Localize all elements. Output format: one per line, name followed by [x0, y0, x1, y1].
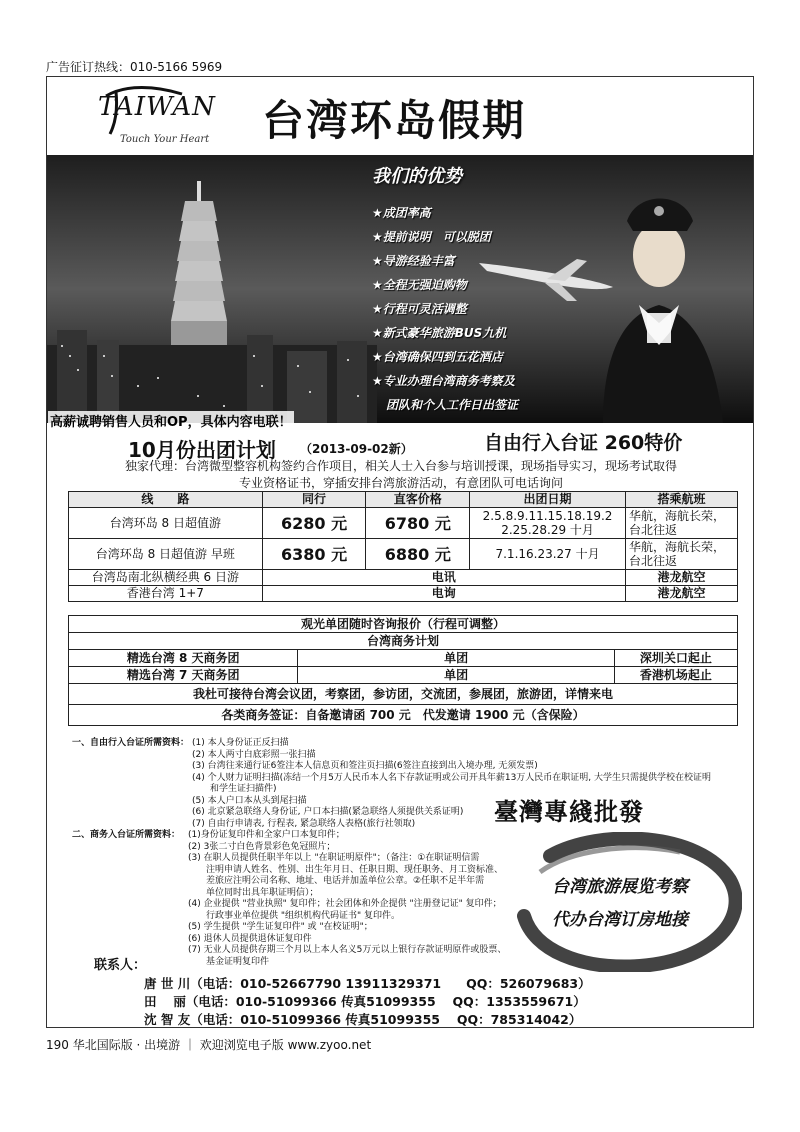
requirement-item: 注明申请人姓名、性别、出生年月日、任职日期、现任职务、月工资标准、 — [188, 864, 504, 875]
advantage-item: ★成团率高 — [372, 206, 431, 220]
ink-brush-circle-icon — [510, 832, 742, 972]
peer-price: 6280 元 — [262, 508, 366, 539]
free-visa-requirements — [72, 738, 752, 830]
requirement-item: (3) 台湾往来通行证6签注本人信息页和签注页扫描(6签注直接到出入境办理, 无须发票) — [192, 761, 538, 771]
visa-offer: 自由行入台证 260特价 — [484, 432, 683, 454]
requirement-item: (5) 本人户口本从头到尾扫描 — [192, 795, 307, 806]
requirement-item: 基金证明复印件 — [188, 956, 270, 967]
agency-note-line: 专业资格证书，穿插安排台湾旅游活动，有意团队可电话询问 — [238, 476, 563, 490]
requirement-item: (1)身份证复印件和全家户口本复印件； — [188, 830, 345, 840]
contacts-label: 联系人： — [94, 958, 147, 973]
hotline: 广告征订热线：010-5166 5969 — [46, 60, 223, 74]
wholesale-title: 臺灣專綫批發 — [494, 797, 644, 826]
groups-note: 我杜可接待台湾会议团，考察团，参访团，交流团，参展团，旅游团，详情来电 — [69, 684, 738, 705]
peer-price: 6380 元 — [262, 539, 366, 570]
requirement-item: (7) 无业人员提供存期三个月以上本人名义5万元以上银行存款证明原件或股票、 — [188, 945, 507, 955]
contact-line: 沈 智 友（电话：010-51099366 传真51099355 QQ：785314042） — [144, 1012, 582, 1027]
requirement-item: (7) 自由行申请表, 行程表, 紧急联络人表格(旅行社领取) — [192, 818, 416, 829]
requirement-item: 行政事业单位提供 "组织机构代码证书" 复印件。 — [188, 910, 401, 921]
requirement-item: (6) 退休人员提供退休证复印件 — [188, 933, 312, 944]
advantage-item: ★提前说明 可以脱团 — [372, 230, 491, 244]
table-row — [69, 508, 738, 539]
requirement-item: (4) 个人财力证明扫描(冻结一个月5万人民币本人名下存款证明或公司开具年薪13万人民币在职证明, 大学生只需提供学校在校证明 — [192, 772, 712, 783]
retail-price: 6880 元 — [366, 539, 470, 570]
table-row — [69, 570, 738, 586]
business-tour-name: 精选台湾 7 天商务团 — [69, 667, 298, 684]
agency-note-line: 独家代理：台湾微型整容机构签约合作项目，相关人士入台参与培训授课，现场指导实习，现场考试取得 — [124, 459, 677, 473]
table-header-row — [69, 492, 738, 508]
advantage-item: ★台湾确保四到五花酒店 — [372, 350, 503, 364]
requirement-item: 和学生证扫描件) — [192, 784, 277, 794]
sightseeing-note: 观光单团随时咨询报价（行程可调整） — [69, 616, 738, 633]
visa-fee-note: 各类商务签证：自备邀请函 700 元 代发邀请 1900 元（含保险） — [69, 705, 738, 726]
table-row — [69, 650, 738, 667]
advantages-title: 我们的优势 — [372, 166, 462, 187]
requirement-item: (3) 在职人员提供任职半年以上 "在职证明原件"；（备注：①在职证明信需 — [188, 853, 480, 863]
page-title: 台湾环岛假期 — [262, 96, 527, 145]
business-tour-type: 单团 — [298, 667, 614, 684]
route-name: 台湾岛南北纵横经典 6 日游 — [69, 570, 263, 586]
col-peer: 同行 — [262, 492, 366, 508]
advantage-item: ★行程可灵活调整 — [372, 302, 467, 316]
contact-line: 唐 世 川（电话：010-52667790 13911329371 QQ：526079683） — [144, 976, 591, 991]
advantage-item: ★全程无强迫购物 — [372, 278, 467, 292]
slogan-booking: 代办台湾订房地接 — [552, 910, 688, 930]
inquiry-cell: 电询 — [262, 586, 625, 602]
logo-tagline: Touch Your Heart — [120, 134, 210, 145]
inquiry-cell: 电讯 — [262, 570, 625, 586]
depart-dates: 7.1.16.23.27 十月 — [470, 539, 626, 570]
flight-info: 华航，海航长荣，台北往返 — [625, 539, 737, 570]
table-row — [69, 633, 738, 650]
route-table — [68, 491, 738, 602]
flight-info: 港龙航空 — [625, 586, 737, 602]
table-row — [69, 586, 738, 602]
requirement-item: (6) 北京紧急联络人身份证, 户口本扫描(紧急联络人须提供关系证明) — [192, 807, 464, 817]
agency-note — [56, 458, 746, 492]
table-row — [69, 684, 738, 705]
col-retail: 直客价格 — [366, 492, 470, 508]
table-row — [69, 539, 738, 570]
contact-line: 田 丽（电话：010-51099366 传真51099355 QQ：1353559671） — [144, 994, 586, 1009]
requirement-item: (4) 企业提供 "营业执照" 复印件；社会团体和外企提供 "注册登记证" 复印件； — [188, 899, 502, 909]
advantage-item: ★专业办理台湾商务考察及 — [372, 374, 515, 388]
plan-title: 10月份出团计划 — [128, 438, 276, 462]
route-name: 台湾环岛 8 日超值游 早班 — [69, 539, 263, 570]
business-tour-depart: 香港机场起止 — [614, 667, 737, 684]
requirement-item: 单位同时出具年职证明信）； — [188, 887, 319, 898]
business-tour-depart: 深圳关口起止 — [614, 650, 737, 667]
business-table — [68, 615, 738, 726]
logo-word: TAIWAN — [98, 92, 216, 122]
business-tour-type: 单团 — [298, 650, 614, 667]
plan-date: （2013-09-02新） — [300, 442, 413, 456]
advantage-item: ★新式豪华旅游BUS九机 — [372, 326, 507, 340]
table-row — [69, 667, 738, 684]
route-name: 台湾环岛 8 日超值游 — [69, 508, 263, 539]
requirements-title: 一、自由行入台证所需资料： — [72, 738, 190, 748]
requirement-item: (1) 本人身份证正反扫描 — [192, 738, 289, 748]
slogan-exhibition: 台湾旅游展览考察 — [552, 877, 688, 897]
advantage-item: 团队和个人工作日出签证 — [386, 398, 519, 412]
col-route: 线 路 — [69, 492, 263, 508]
advantage-item: ★导游经验丰富 — [372, 254, 455, 268]
requirements-title: 二、商务入台证所需资料： — [72, 830, 181, 840]
page-footer: 190 华北国际版 · 出境游 ｜ 欢迎浏览电子版 www.zyoo.net — [46, 1038, 372, 1052]
business-visa-requirements — [72, 830, 532, 968]
requirement-item: (5) 学生提供 "学生证复印件" 或 "在校证明"； — [188, 922, 373, 932]
retail-price: 6780 元 — [366, 508, 470, 539]
table-row — [69, 705, 738, 726]
business-tour-name: 精选台湾 8 天商务团 — [69, 650, 298, 667]
recruit-banner: 高薪诚聘销售人员和OP，具体内容电联！ — [48, 411, 294, 430]
depart-dates: 2.5.8.9.11.15.18.19.2 2.25.28.29 十月 — [470, 508, 626, 539]
requirement-item: (2) 3张二寸白色背景彩色免冠照片； — [188, 841, 336, 852]
requirement-item: (2) 本人两寸白底彩照一张扫描 — [192, 749, 316, 760]
col-dates: 出团日期 — [470, 492, 626, 508]
business-plan-title: 台湾商务计划 — [69, 633, 738, 650]
col-flight: 搭乘航班 — [625, 492, 737, 508]
flight-info: 华航，海航长荣，台北往返 — [625, 508, 737, 539]
route-name: 香港台湾 1+7 — [69, 586, 263, 602]
requirement-item: 差旅应注明公司名称、地址、电话并加盖单位公章。②任职不足半年需 — [188, 876, 485, 886]
table-row — [69, 616, 738, 633]
flight-info: 港龙航空 — [625, 570, 737, 586]
